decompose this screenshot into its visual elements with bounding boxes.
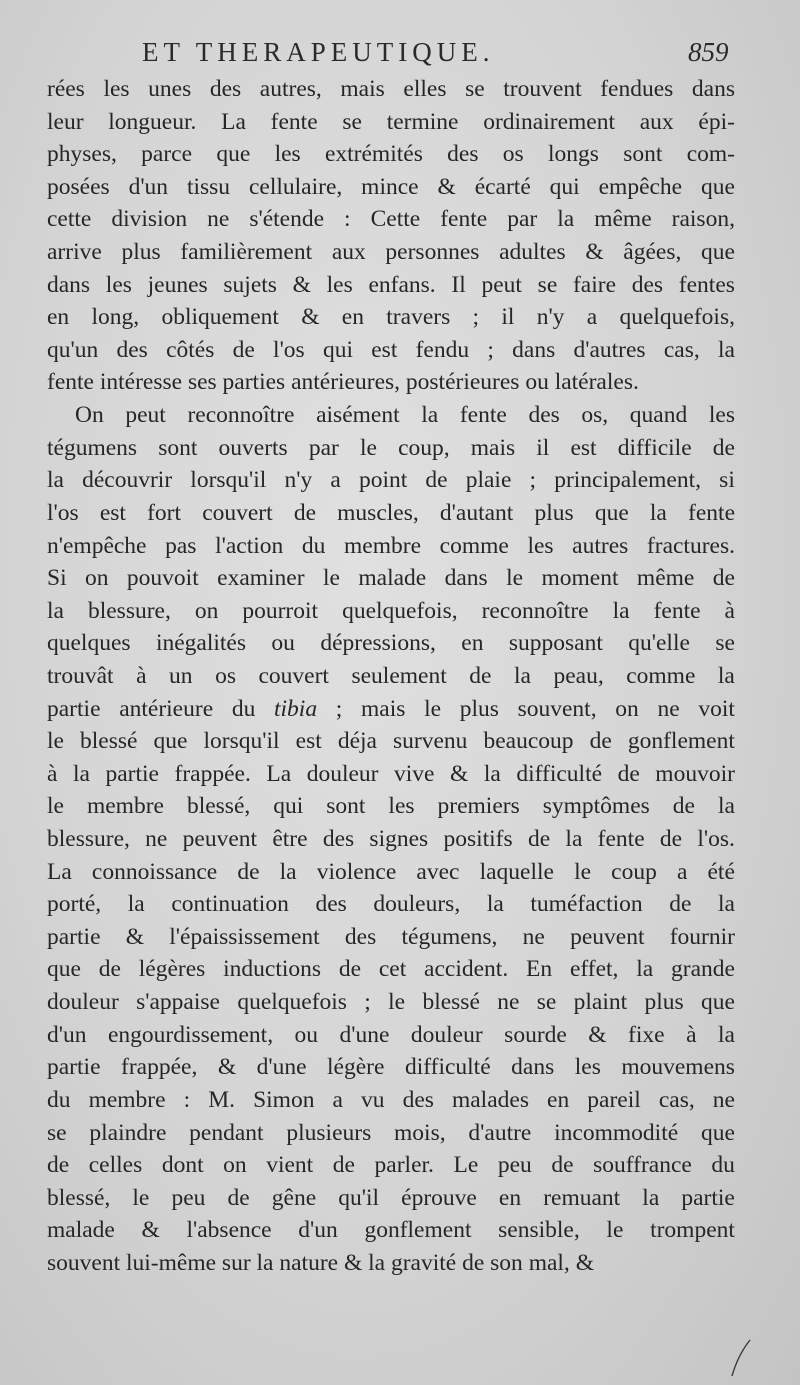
text-line: blessure, ne peuvent être des signes positifs de la fente de l'os. [47, 826, 735, 853]
text-line: quelques inégalités ou dépressions, en supposant qu'elle se [47, 630, 735, 657]
text-line: partie antérieure du tibia ; mais le plus souvent, on ne voit [47, 695, 735, 722]
running-head [0, 32, 800, 72]
paragraph [47, 399, 735, 1279]
text-line: leur longueur. La fente se termine ordinairement aux épi- [47, 108, 735, 135]
text-line: le membre blessé, qui sont les premiers symptômes de la [47, 793, 735, 820]
text-line: la découvrir lorsqu'il n'y a point de plaie ; principalement, si [47, 467, 735, 494]
text-line: de celles dont on vient de parler. Le peu de souffrance du [47, 1152, 735, 1179]
text-line: qu'un des côtés de l'os qui est fendu ; dans d'autres cas, la [47, 336, 735, 363]
text-line: que de légères inductions de cet accident. En effet, la grande [47, 956, 735, 983]
text-line: blessé, le peu de gêne qu'il éprouve en remuant la partie [47, 1184, 735, 1211]
text-line: partie frappée, & d'une légère difficulté dans les mouvemens [47, 1054, 735, 1081]
text-line: n'empêche pas l'action du membre comme les autres fractures. [47, 532, 735, 559]
text-line: trouvât à un os couvert seulement de la peau, comme la [47, 662, 735, 689]
text-line: à la partie frappée. La douleur vive & la difficulté de mouvoir [47, 760, 735, 787]
text-line: Si on pouvoit examiner le malade dans le moment même de [47, 565, 735, 592]
body-text [47, 73, 735, 1280]
text-line: posées d'un tissu cellulaire, mince & écarté qui empêche que [47, 173, 735, 200]
text-line: douleur s'appaise quelquefois ; le blessé ne se plaint plus que [47, 989, 735, 1016]
text-line: d'un engourdissement, ou d'une douleur sourde & fixe à la [47, 1021, 735, 1048]
text-line: la blessure, on pourroit quelquefois, reconnoître la fente à [47, 597, 735, 624]
text-line: malade & l'absence d'un gonflement sensible, le trompent [47, 1217, 735, 1244]
text-line: arrive plus familièrement aux personnes adultes & âgées, que [47, 239, 735, 266]
text-line: l'os est fort couvert de muscles, d'autant plus que la fente [47, 499, 735, 526]
text-line: du membre : M. Simon a vu des malades en pareil cas, ne [47, 1086, 735, 1113]
text-line: La connoissance de la violence avec laquelle le coup a été [47, 858, 735, 885]
text-line: On peut reconnoître aisément la fente des os, quand les [75, 402, 735, 429]
running-title: ET THERAPEUTIQUE. [142, 37, 495, 67]
text-line: fente intéresse ses parties antérieures, postérieures ou latérales. [47, 369, 639, 396]
text-line: le blessé que lorsqu'il est déja survenu beaucoup de gonflement [47, 728, 735, 755]
paragraph [47, 73, 735, 399]
text-line: partie & l'épaississement des tégumens, ne peuvent fournir [47, 923, 735, 950]
margin-pen-mark [728, 1338, 754, 1378]
text-line: dans les jeunes sujets & les enfans. Il peut se faire des fentes [47, 271, 735, 298]
text-line: se plaindre pendant plusieurs mois, d'autre incommodité que [47, 1119, 735, 1146]
text-line: souvent lui-même sur la nature & la gravité de son mal, & [47, 1249, 594, 1276]
text-line: rées les unes des autres, mais elles se trouvent fendues dans [47, 76, 735, 102]
text-line: tégumens sont ouverts par le coup, mais il est difficile de [47, 434, 735, 461]
text-line: cette division ne s'étende : Cette fente par la même raison, [47, 206, 735, 233]
text-line: porté, la continuation des douleurs, la tuméfaction de la [47, 891, 735, 918]
text-line: en long, obliquement & en travers ; il n'y a quelquefois, [47, 304, 735, 331]
page-number: 859 [688, 37, 729, 67]
text-line: physes, parce que les extrémités des os longs sont com- [47, 141, 735, 168]
